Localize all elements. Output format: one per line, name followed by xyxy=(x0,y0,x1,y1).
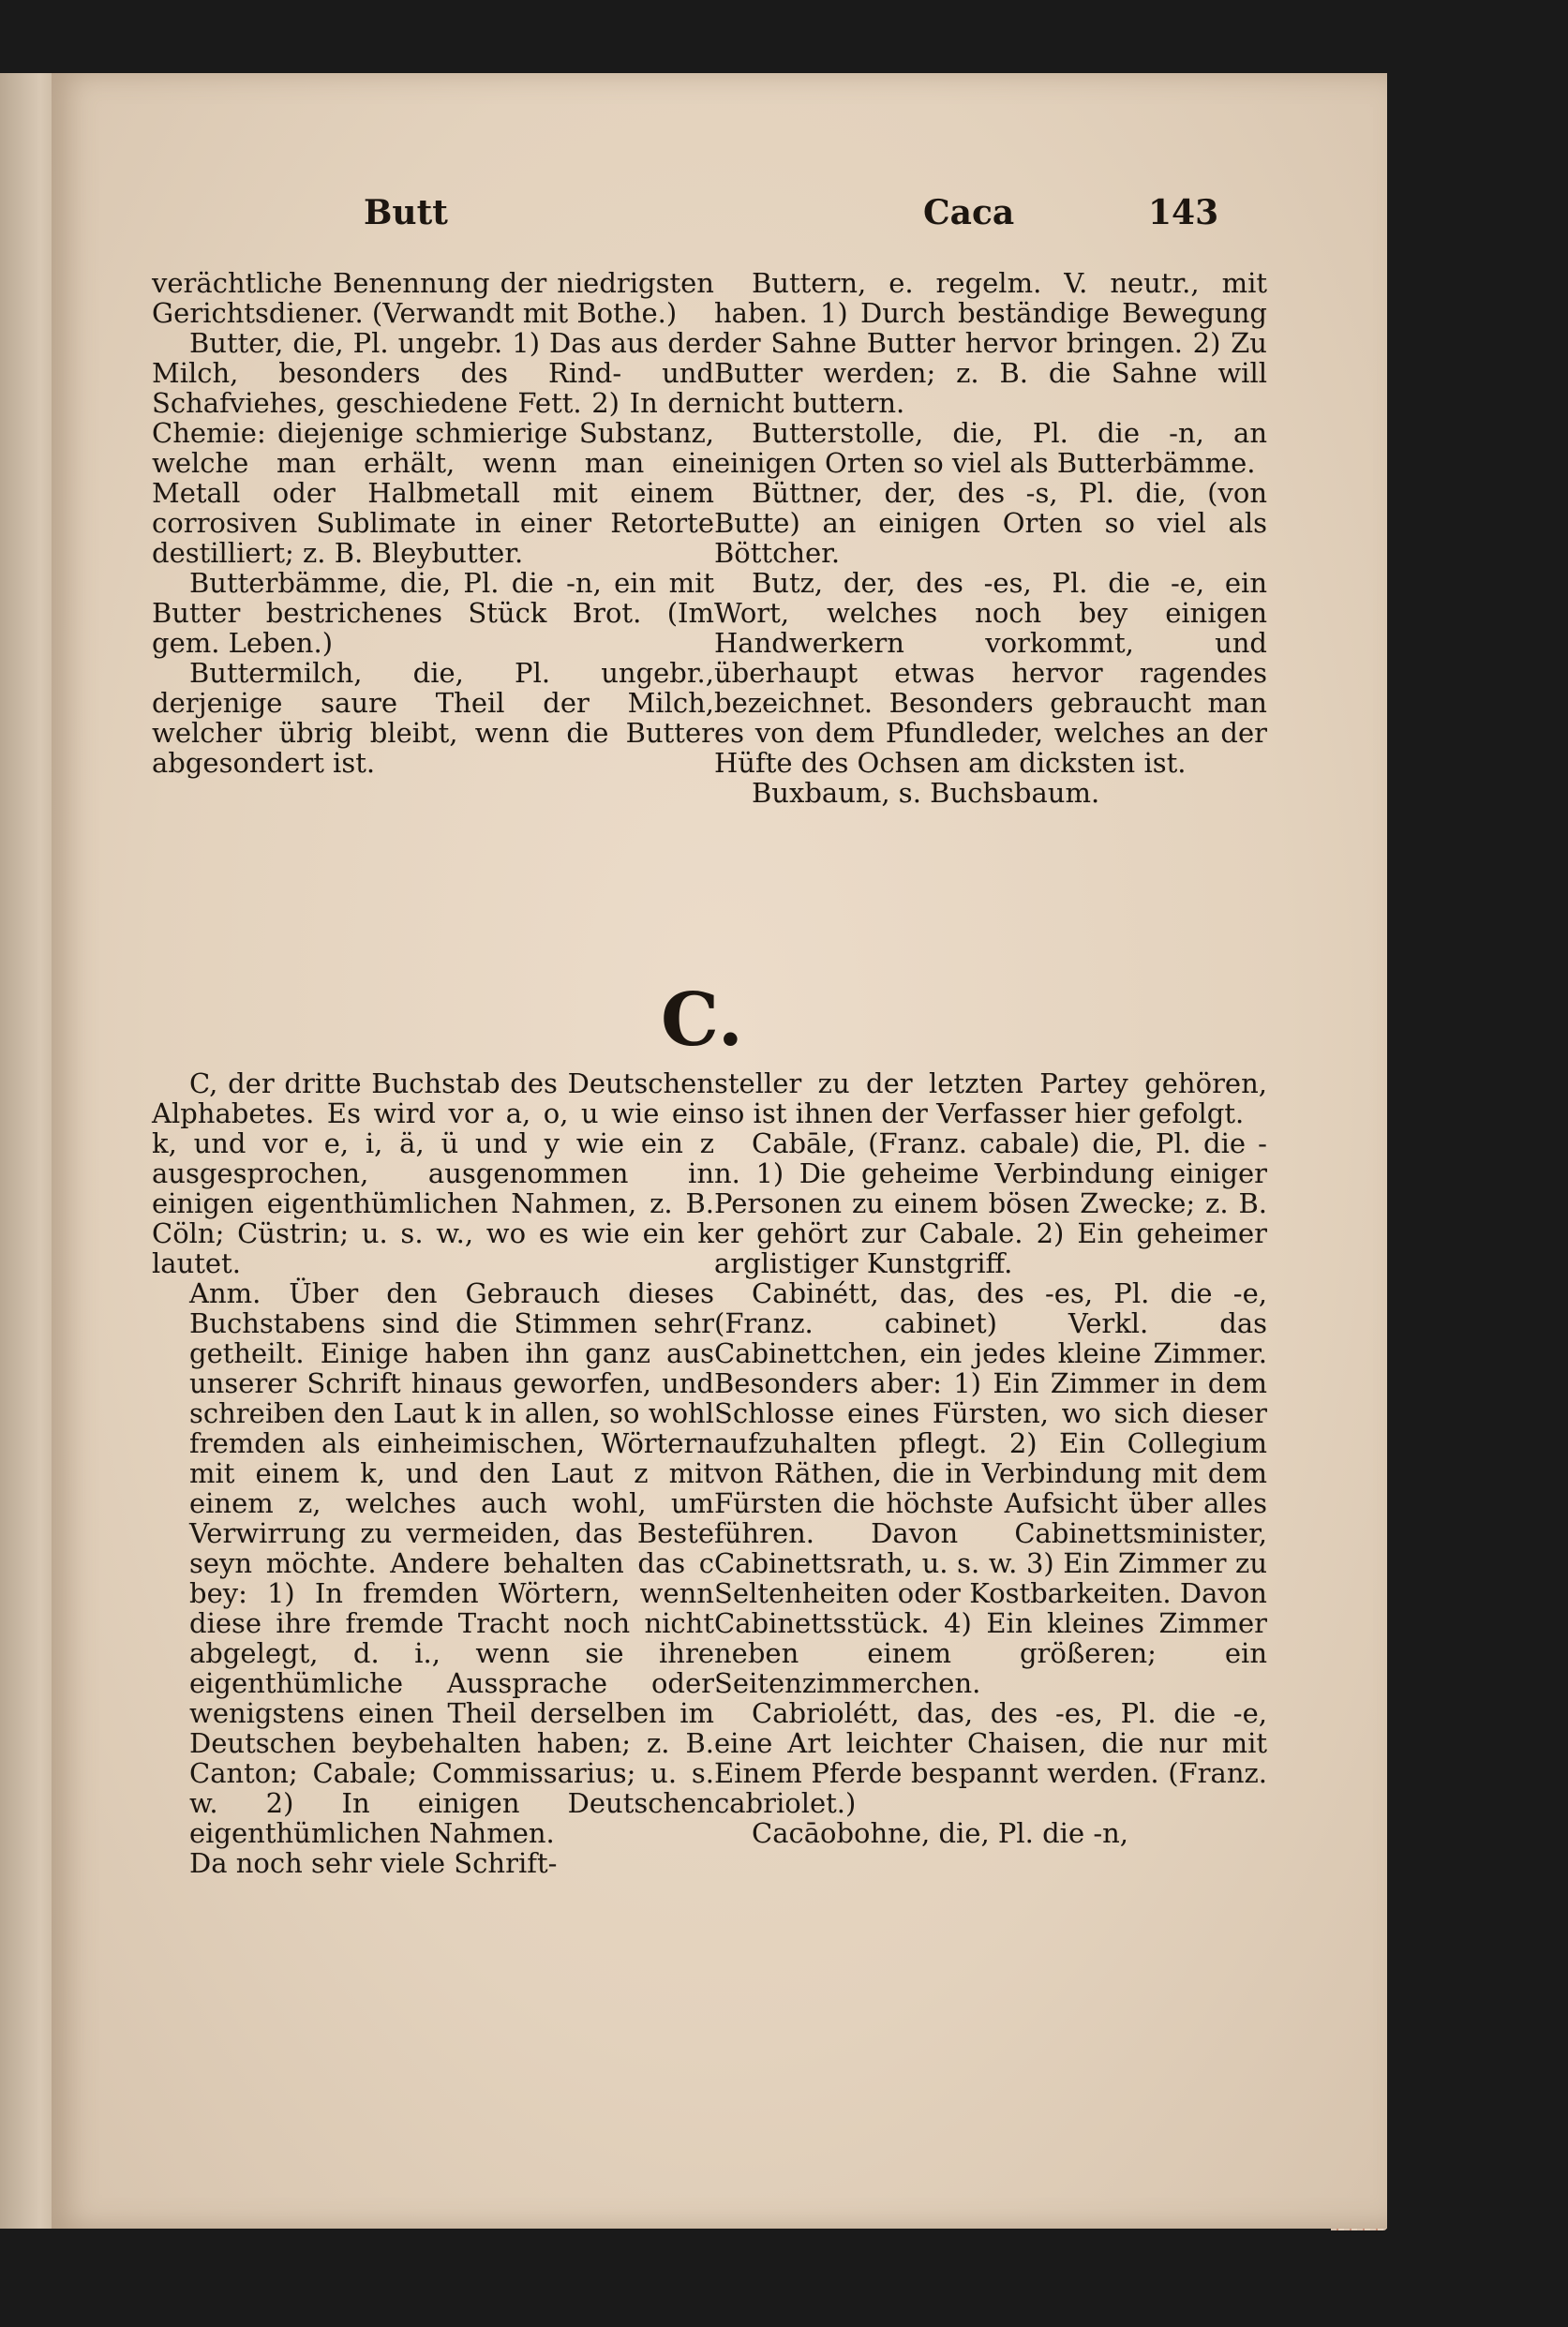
entry-butterbaemme: Butterbämme, die, Pl. die -n, ein mit Butter bestrichenes Stück Brot. (Im gem. Leben.) xyxy=(152,567,714,659)
entry-cabinett: Cabinétt, das, des -es, Pl. die -e, (Franz. cabinet) Verkl. das Cabinettchen, ein jedes kleine Zimmer. Besonders aber: 1) Ein Zimmer in dem Schlosse eines Fürsten, wo sich dieser aufzuhalten pflegt. 2) Ein Collegium von Räthen, die in Verbindung mit dem Fürsten die höchste Aufsicht über alles führen. Davon Cabinettsminister, Cabinettsrath, u. s. w. 3) Ein Zimmer zu Seltenheiten oder Kostbarkeiten. Davon Cabinettsstück. 4) Ein kleines Zimmer neben einem größeren; ein Seitenzimmerchen. xyxy=(714,1277,1267,1699)
entry-butter: Butter, die, Pl. ungebr. 1) Das aus der Milch, besonders des Rind- und Schafviehes, geschiedene Fett. 2) In der Chemie: diejenige schmierige Substanz, welche man erhält, wenn man ein Metall oder Halbmetall mit einem corrosiven Sublimate in einer Retorte destilliert; z. B. Bleybutter. xyxy=(152,327,714,569)
entry-cacaobohne: Cacāobohne, die, Pl. die -n, xyxy=(752,1817,1129,1849)
header-center-word: Caca xyxy=(923,193,1015,232)
entry-c: C, der dritte Buchstab des Deutschen Alphabetes. Es wird vor a, o, u wie ein k, und vor e, i, ä, ü und y wie ein z ausgesprochen, ausgenommen in einigen eigenthümlichen Nahmen, z. B. Cöln; Cüstrin; u. s. w., wo es wie ein k lautet. xyxy=(152,1067,714,1279)
entry-butterstolle: Butterstolle, die, Pl. die -n, an einigen Orten so viel als Butterbämme. xyxy=(714,417,1267,479)
entry-buettner: Büttner, der, des -s, Pl. die, (von Butte) an einigen Orten so viel als Böttcher. xyxy=(714,477,1267,569)
column-bottom-left xyxy=(152,1068,714,1878)
entry-buttern: Buttern, e. regelm. V. neutr., mit haben. 1) Durch beständige Bewegung der Sahne Butter hervor bringen. 2) Zu Butter werden; z. B. die Sahne will nicht buttern. xyxy=(714,267,1267,419)
entry-cabriolett: Cabriolétt, das, des -es, Pl. die -e, eine Art leichter Chaisen, die nur mit Einem Pferde bespannt werden. (Franz. cabriolet.) xyxy=(714,1697,1267,1819)
page-number: 143 xyxy=(1148,193,1219,232)
entry-text: verächtliche Benennung der niedrigsten Gerichtsdiener. (Verwandt mit Bothe.) xyxy=(152,267,714,329)
column-top-left xyxy=(152,268,714,778)
entry-continued: steller zu der letzten Partey gehören, so ist ihnen der Verfasser hier gefolgt. xyxy=(714,1067,1267,1129)
entry-anmerkung: Anm. Über den Gebrauch dieses Buchstabens sind die Stimmen sehr getheilt. Einige haben ihn ganz aus unserer Schrift hinaus geworfen, und schreiben den Laut k in allen, so wohl fremden als einheimischen, Wörtern mit einem k, und den Laut z mit einem z, welches auch wohl, um Verwirrung zu vermeiden, das Beste seyn möchte. Andere behalten das c bey: 1) In fremden Wörtern, wenn diese ihre fremde Tracht noch nicht abgelegt, d. i., wenn sie ihre eigenthümliche Aussprache oder wenigstens einen Theil derselben im Deutschen beybehalten haben; z. B. Canton; Cabale; Commissarius; u. s. w. 2) In einigen Deutschen eigenthümlichen Nahmen. xyxy=(189,1277,714,1849)
entry-continuation: Da noch sehr viele Schrift- xyxy=(189,1847,558,1879)
left-page-edge xyxy=(0,73,58,2229)
header-left-word: Butt xyxy=(364,193,448,232)
book-page xyxy=(52,73,1387,2229)
entry-buttermilch: Buttermilch, die, Pl. ungebr., derjenige saure Theil der Milch, welcher übrig bleibt, wenn die Butter abgesondert ist. xyxy=(152,657,714,779)
running-header xyxy=(52,193,1387,240)
entry-cabale: Cabāle, (Franz. cabale) die, Pl. die -n. 1) Die geheime Verbindung einiger Personen zu einem bösen Zwecke; z. B. er gehört zur Cabale. 2) Ein geheimer arglistiger Kunstgriff. xyxy=(714,1127,1267,1279)
column-bottom-right xyxy=(714,1068,1267,1848)
entry-buxbaum: Buxbaum, s. Buchsbaum. xyxy=(752,777,1100,809)
entry-butz: Butz, der, des -es, Pl. die -e, ein Wort, welches noch bey einigen Handwerkern vorkommt, und überhaupt etwas hervor ragendes bezeichnet. Besonders gebraucht man es von dem Pfundleder, welches an der Hüfte des Ochsen am dicksten ist. xyxy=(714,567,1267,779)
column-top-right xyxy=(714,268,1267,808)
section-heading-c: C. xyxy=(661,977,743,1063)
